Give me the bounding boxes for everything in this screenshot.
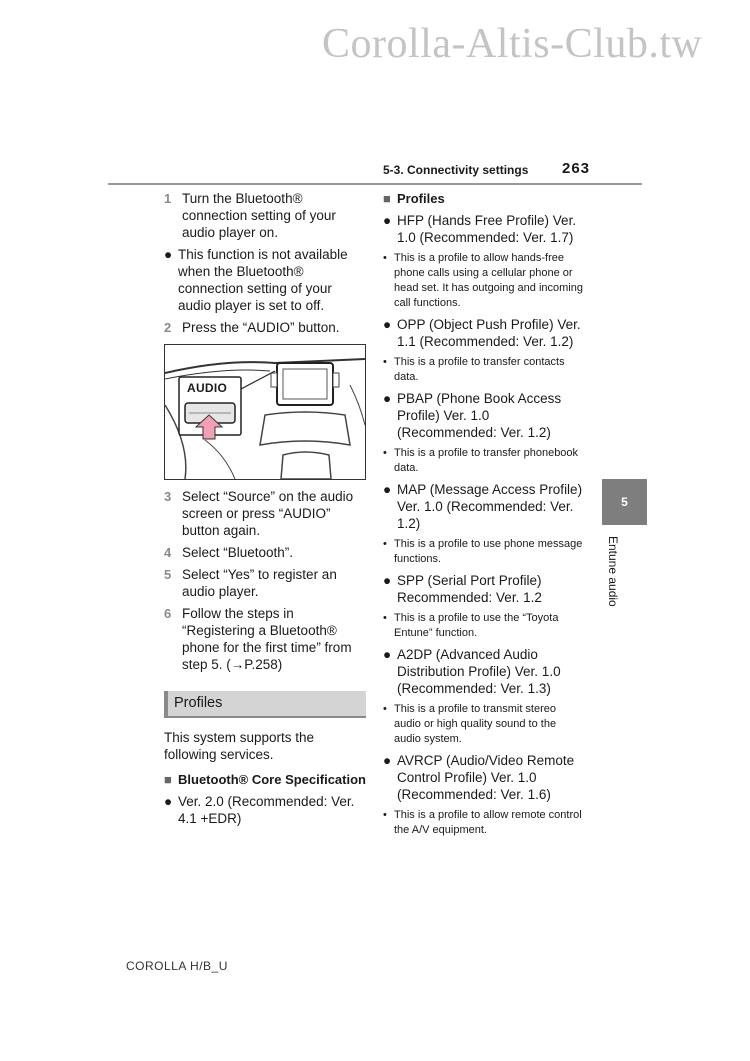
profile-map xyxy=(383,481,583,532)
profile-note-text: This is a profile to transfer phonebook data. xyxy=(394,447,579,474)
bullet-icon: ● xyxy=(164,794,173,809)
step-text: Follow the steps in “Registering a Bluetooth® phone for the first time” from step 5. (→P.258) xyxy=(182,606,352,672)
page-number: 263 xyxy=(562,160,591,177)
profile-note xyxy=(383,537,583,567)
section-title-profiles: Profiles xyxy=(164,691,366,718)
profile-title: PBAP (Phone Book Access Profile) Ver. 1.0 (Recommended: Ver. 1.2) xyxy=(397,391,562,440)
profile-title: A2DP (Advanced Audio Distribution Profile) Ver. 1.0 (Recommended: Ver. 1.3) xyxy=(397,647,561,696)
step-text: Press the “AUDIO” button. xyxy=(182,320,340,335)
profile-note-text: This is a profile to transfer contacts data. xyxy=(394,356,565,383)
profile-hfp xyxy=(383,212,583,246)
step-5 xyxy=(164,566,366,600)
bullet-text: This function is not available when the Bluetooth® connection setting of your audio player is set to off. xyxy=(178,247,348,313)
audio-button-label: AUDIO xyxy=(187,381,228,395)
profile-note xyxy=(383,611,583,641)
footer-model: COROLLA H/B_U xyxy=(126,959,228,973)
profiles-heading-text: Profiles xyxy=(397,191,445,206)
header-divider xyxy=(108,183,642,185)
square-bullet-icon: ■ xyxy=(164,772,172,787)
dot-icon: • xyxy=(383,252,387,264)
core-spec-heading-text: Bluetooth® Core Specification xyxy=(178,772,366,787)
profile-note-text: This is a profile to allow hands-free phone calls using a cellular phone or head set. It has outgoing and incoming call functions. xyxy=(394,252,583,309)
step-number: 4 xyxy=(164,545,172,560)
bullet-icon: ● xyxy=(164,247,173,262)
audio-button-illustration xyxy=(164,344,366,480)
bullet-note xyxy=(164,246,366,314)
dot-icon: • xyxy=(383,703,387,715)
core-spec-heading xyxy=(164,771,366,788)
profile-avrcp xyxy=(383,752,583,803)
right-column xyxy=(383,190,583,843)
bullet-icon: ● xyxy=(383,213,392,228)
step-4 xyxy=(164,544,366,561)
bullet-icon: ● xyxy=(383,317,392,332)
step-text: Select “Source” on the audio screen or press “AUDIO” button again. xyxy=(182,489,354,538)
profile-note xyxy=(383,251,583,311)
profile-note xyxy=(383,702,583,747)
profile-title: AVRCP (Audio/Video Remote Control Profile) Ver. 1.0 (Recommended: Ver. 1.6) xyxy=(397,753,575,802)
step-text: Select “Bluetooth”. xyxy=(182,545,294,560)
profile-note-text: This is a profile to use the “Toyota Entune” function. xyxy=(394,612,559,639)
step-number: 1 xyxy=(164,191,172,206)
step-number: 2 xyxy=(164,320,172,335)
profile-title: OPP (Object Push Profile) Ver. 1.1 (Recommended: Ver. 1.2) xyxy=(397,317,581,349)
profile-pbap xyxy=(383,390,583,441)
section-intro: This system supports the following services. xyxy=(164,730,315,762)
chapter-tab: 5 xyxy=(602,479,647,525)
step-text: Select “Yes” to register an audio player. xyxy=(182,567,337,599)
bullet-icon: ● xyxy=(383,753,392,768)
profile-note-text: This is a profile to transmit stereo audio or high quality sound to the audio system. xyxy=(394,703,557,745)
dot-icon: • xyxy=(383,356,387,368)
profile-note xyxy=(383,355,583,385)
step-number: 5 xyxy=(164,567,172,582)
chapter-label: Entune audio xyxy=(606,536,620,607)
step-1 xyxy=(164,190,366,241)
dot-icon: • xyxy=(383,612,387,624)
watermark: Corolla-Altis-Club.tw xyxy=(322,21,703,67)
step-6 xyxy=(164,605,366,673)
left-column xyxy=(164,190,366,832)
dot-icon: • xyxy=(383,447,387,459)
bullet-text: Ver. 2.0 (Recommended: Ver. 4.1 +EDR) xyxy=(178,794,355,826)
bullet-icon: ● xyxy=(383,573,392,588)
header-section-title: 5-3. Connectivity settings xyxy=(383,163,529,177)
profile-title: HFP (Hands Free Profile) Ver. 1.0 (Recommended: Ver. 1.7) xyxy=(397,213,577,245)
step-number: 6 xyxy=(164,606,172,621)
profile-note xyxy=(383,446,583,476)
profile-note-text: This is a profile to use phone message functions. xyxy=(394,538,583,565)
step-text: Turn the Bluetooth® connection setting of your audio player on. xyxy=(182,191,336,240)
dot-icon: • xyxy=(383,809,387,821)
step-2 xyxy=(164,319,366,336)
square-bullet-icon: ■ xyxy=(383,191,391,206)
profile-a2dp xyxy=(383,646,583,697)
profile-note xyxy=(383,808,583,838)
profile-title: SPP (Serial Port Profile) Recommended: Ver. 1.2 xyxy=(397,573,542,605)
profile-note-text: This is a profile to allow remote control the A/V equipment. xyxy=(394,809,582,836)
dot-icon: • xyxy=(383,538,387,550)
dashboard-drawing xyxy=(165,345,365,479)
profiles-heading xyxy=(383,190,583,207)
core-spec-version xyxy=(164,793,366,827)
bullet-icon: ● xyxy=(383,482,392,497)
profile-opp xyxy=(383,316,583,350)
step-number: 3 xyxy=(164,489,172,504)
profile-title: MAP (Message Access Profile) Ver. 1.0 (Recommended: Ver. 1.2) xyxy=(397,482,583,531)
profile-spp xyxy=(383,572,583,606)
bullet-icon: ● xyxy=(383,391,392,406)
bullet-icon: ● xyxy=(383,647,392,662)
step-3 xyxy=(164,488,366,539)
